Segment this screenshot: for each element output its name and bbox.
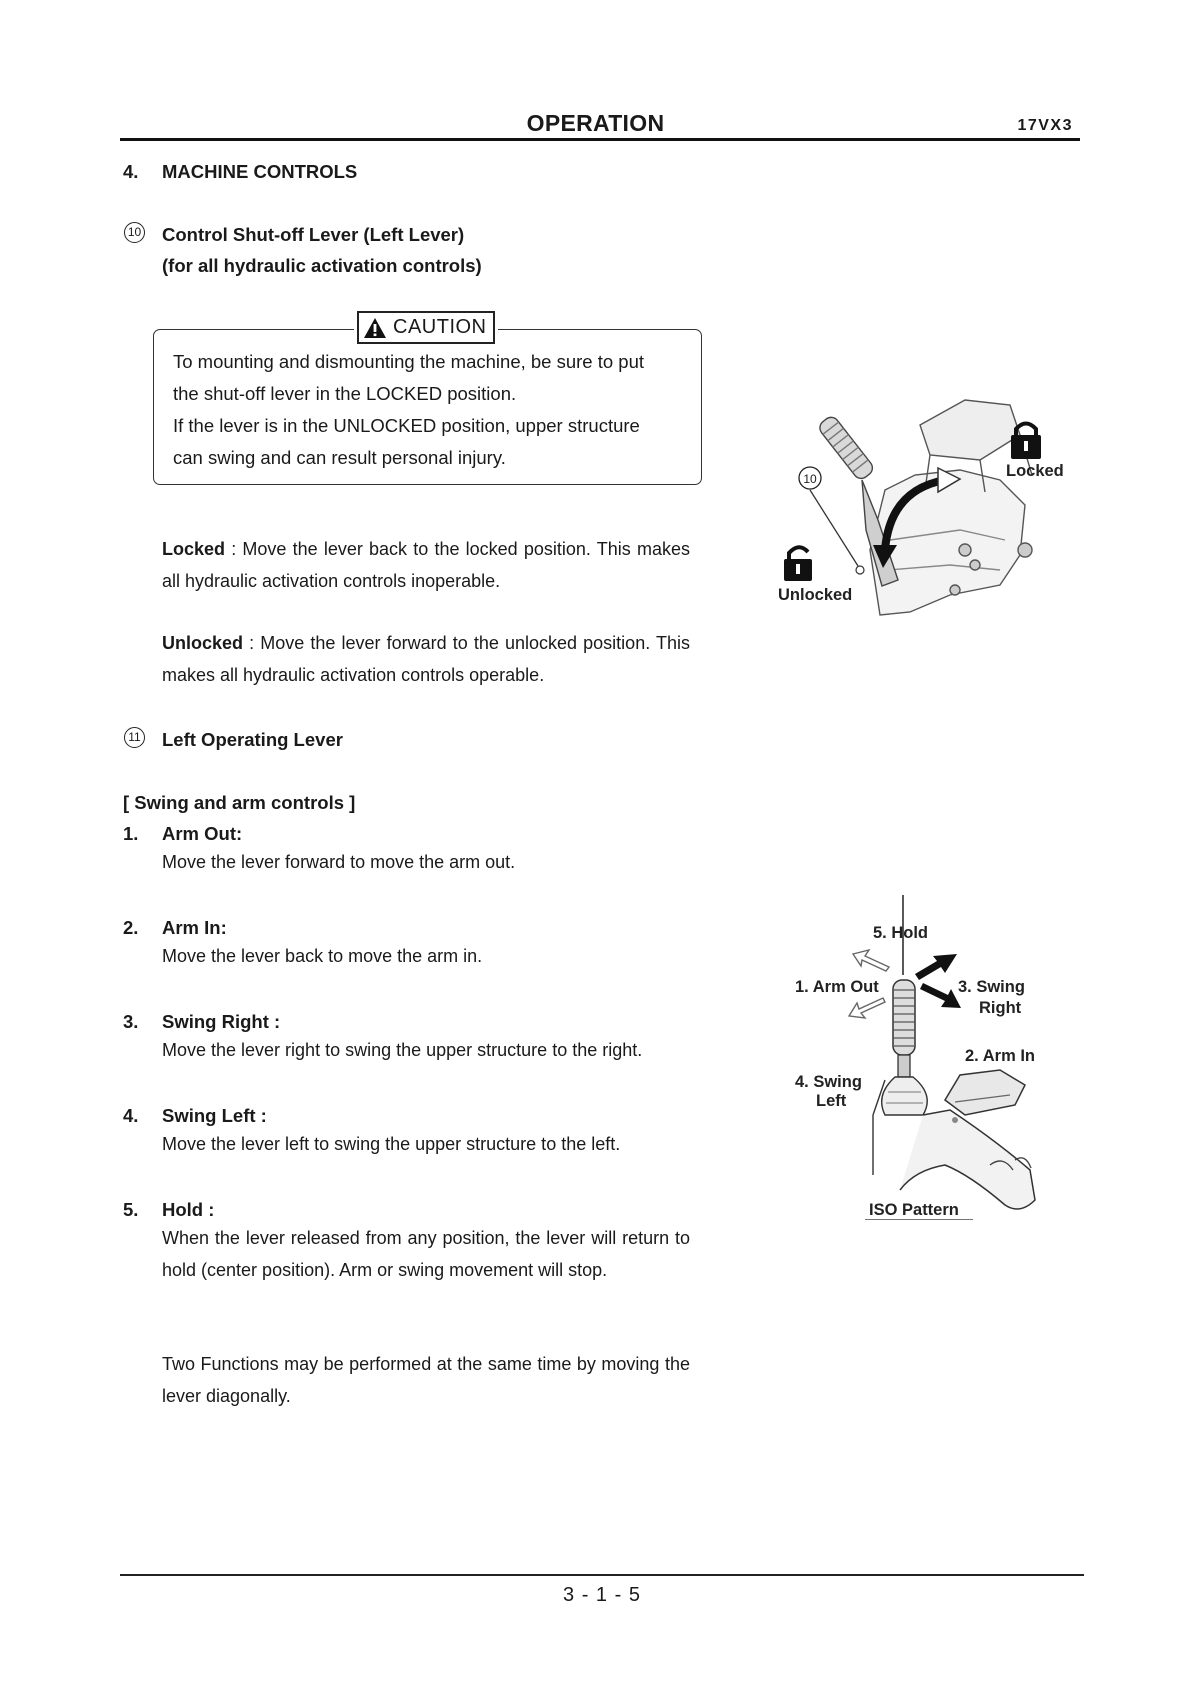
section-title: MACHINE CONTROLS [162, 161, 358, 182]
iso-hold-label: 5. Hold [873, 924, 929, 942]
locked-padlock-icon [1011, 424, 1041, 460]
iso-arm-out-label: 1. Arm Out [795, 978, 879, 996]
iso-swing-left-label-1: 4. Swing [795, 1073, 862, 1091]
figure-marker-10: 10 [803, 472, 817, 486]
item-4-number: 4. [123, 1105, 139, 1126]
control-11-title: Left Operating Lever [162, 729, 343, 750]
caution-line-1: To mounting and dismounting the machine, be sure to put [173, 351, 645, 372]
iso-pattern-figure [785, 870, 1075, 1220]
locked-paragraph [162, 533, 690, 597]
caution-label-text: CAUTION [393, 316, 487, 338]
caution-line-2: the shut-off lever in the LOCKED position. [173, 383, 517, 404]
item-5-number: 5. [123, 1199, 139, 1220]
iso-swing-right-label-2: Right [979, 999, 1022, 1017]
item-2-desc: Move the lever back to move the arm in. [162, 946, 483, 966]
iso-swing-left-label-2: Left [816, 1092, 847, 1110]
marker-10: 10 [124, 222, 145, 243]
unlocked-text: Move the lever forward to the unlocked position. This makes all hydraulic activation controls operable. [162, 633, 690, 685]
marker-11-badge [124, 727, 145, 748]
swing-right-arrow-icon [915, 954, 957, 980]
locked-label: Locked [1006, 462, 1064, 480]
locked-separator: : [225, 539, 243, 559]
footer-divider [120, 1574, 1084, 1576]
item-1-number: 1. [123, 823, 139, 844]
item-3-title: Swing Right : [162, 1011, 281, 1032]
shutoff-lever-figure [770, 380, 1070, 645]
unlocked-paragraph [162, 627, 690, 691]
unlocked-separator: : [243, 633, 261, 653]
iso-swing-right-label-1: 3. Swing [958, 978, 1025, 996]
unlocked-padlock-icon [784, 547, 812, 581]
iso-arm-in-label: 2. Arm In [965, 1047, 1035, 1065]
diagonal-note: Two Functions may be performed at the same time by moving the lever diagonally. [162, 1354, 690, 1406]
marker-10-badge [124, 222, 145, 243]
iso-pattern-caption: ISO Pattern [869, 1201, 959, 1219]
caution-body [173, 346, 691, 474]
caution-line-4: can swing and can result personal injury. [173, 447, 506, 468]
swing-arm-heading: [ Swing and arm controls ] [123, 792, 356, 813]
item-5-desc: When the lever released from any position, the lever will return to hold (center position). Arm or swing movement will stop. [162, 1228, 690, 1280]
header-divider [120, 138, 1080, 141]
model-number: 17VX3 [1017, 117, 1073, 134]
section-number: 4. [123, 161, 139, 182]
unlocked-label: Unlocked [778, 586, 853, 604]
page-header-title: OPERATION [526, 110, 665, 136]
item-2-title: Arm In: [162, 917, 227, 938]
arm-out-arrow-icon [853, 950, 889, 971]
caution-label [354, 310, 498, 343]
locked-text: Move the lever back to the locked position. This makes all hydraulic activation controls inoperable. [162, 539, 690, 591]
page-number: 3 - 1 - 5 [563, 1584, 641, 1606]
swing-left-arrow-icon [849, 998, 885, 1018]
marker-11: 11 [124, 727, 145, 748]
item-1-title: Arm Out: [162, 823, 243, 844]
item-3-number: 3. [123, 1011, 139, 1032]
locked-term: Locked [162, 539, 226, 559]
arm-in-arrow-icon [920, 983, 961, 1008]
item-5-title: Hold : [162, 1199, 215, 1220]
item-4-title: Swing Left : [162, 1105, 267, 1126]
control-10-title-line1: Control Shut-off Lever (Left Lever) [162, 224, 465, 245]
item-3-desc: Move the lever right to swing the upper structure to the right. [162, 1040, 643, 1060]
warning-triangle-icon [363, 317, 387, 339]
caution-line-3: If the lever is in the UNLOCKED position, upper structure [173, 415, 640, 436]
unlocked-term: Unlocked [162, 633, 244, 653]
item-4-desc: Move the lever left to swing the upper structure to the left. [162, 1134, 621, 1154]
item-2-number: 2. [123, 917, 139, 938]
item-1-desc: Move the lever forward to move the arm out. [162, 852, 516, 872]
control-10-title-line2: (for all hydraulic activation controls) [162, 255, 482, 276]
